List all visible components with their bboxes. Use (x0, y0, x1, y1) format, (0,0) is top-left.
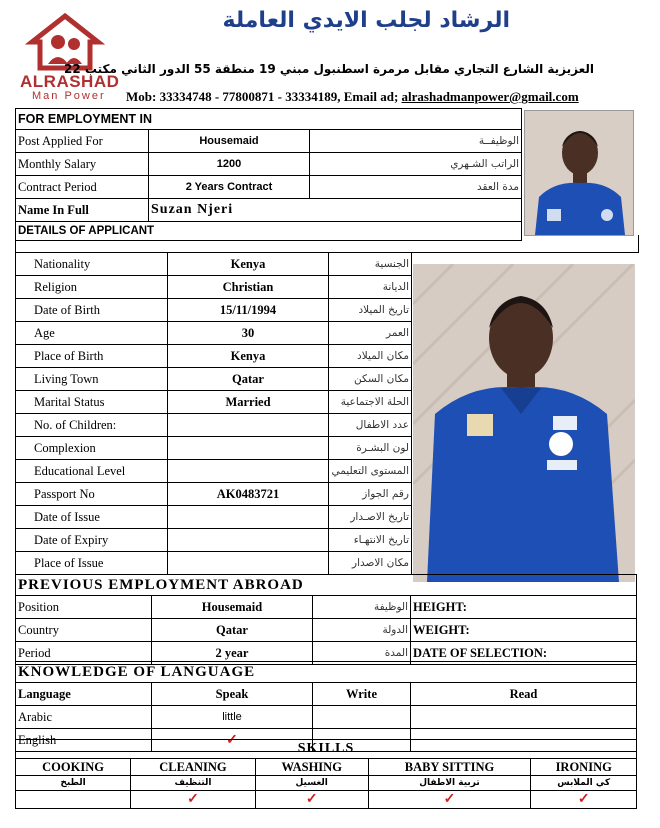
detail-label-ar: تاريخ الميلاد (329, 299, 412, 322)
prev-period-label: Period (16, 642, 152, 665)
detail-label-ar: المستوى التعليمي (329, 460, 412, 483)
english-speak-check-icon: ✓ (152, 729, 313, 752)
skill-name-ar: الطبخ (16, 776, 131, 791)
detail-row (16, 368, 412, 391)
skill-name: WASHING (255, 759, 368, 776)
detail-label: Place of Issue (16, 552, 168, 575)
company-address: العزيزية الشارع التجاري مقابل مرمرة اسطنبول مبني 19 منطقة 55 الدور الثاني مكتب 22 (64, 62, 594, 76)
detail-value: AK0483721 (168, 483, 329, 506)
company-title: الرشاد لجلب الايدي العاملة (222, 8, 510, 33)
skill-name-ar: الغسيل (255, 776, 368, 791)
detail-value: Kenya (168, 345, 329, 368)
detail-label: Passport No (16, 483, 168, 506)
detail-row (16, 414, 412, 437)
detail-value: Married (168, 391, 329, 414)
detail-row (16, 460, 412, 483)
detail-label: Religion (16, 276, 168, 299)
detail-label-ar: مكان السكن (329, 368, 412, 391)
logo-subtitle: Man Power (32, 90, 106, 102)
skill-check-icon: ✓ (255, 791, 368, 809)
col-read: Read (411, 683, 637, 706)
detail-value (168, 552, 329, 575)
prev-country-label: Country (16, 619, 152, 642)
contact-phones: Mob: 33334748 - 77800871 - 33334189, Email ad; (126, 89, 402, 104)
detail-label-ar: عدد الاطفال (329, 414, 412, 437)
detail-row (16, 437, 412, 460)
skill-check-icon: ✓ (368, 791, 531, 809)
detail-label: Date of Birth (16, 299, 168, 322)
detail-row (16, 253, 412, 276)
detail-label: Living Town (16, 368, 168, 391)
detail-label-ar: الحلة الاجتماعية (329, 391, 412, 414)
weight-label: WEIGHT: (411, 619, 637, 642)
lang-english: English (16, 729, 152, 752)
detail-label-ar: لون البشـرة (329, 437, 412, 460)
skill-name: BABY SITTING (368, 759, 531, 776)
contract-label: Contract Period (16, 176, 149, 199)
detail-label: Nationality (16, 253, 168, 276)
detail-label: Complexion (16, 437, 168, 460)
detail-value: Qatar (168, 368, 329, 391)
col-speak: Speak (152, 683, 313, 706)
skill-name: CLEANING (131, 759, 256, 776)
detail-row (16, 483, 412, 506)
prev-position-label: Position (16, 596, 152, 619)
detail-value: 15/11/1994 (168, 299, 329, 322)
detail-label: Date of Expiry (16, 529, 168, 552)
spacer-row (15, 235, 639, 253)
contact-line (126, 89, 579, 105)
detail-label-ar: تاريخ الانتهـاء (329, 529, 412, 552)
prev-position-ar: الوظيفة (313, 596, 411, 619)
name-label: Name In Full (16, 199, 149, 222)
detail-label-ar: تاريخ الاصـدار (329, 506, 412, 529)
arabic-speak: little (152, 706, 313, 729)
portrait-large-icon (413, 264, 635, 582)
applicant-photo-small (524, 110, 634, 236)
detail-row (16, 276, 412, 299)
date-of-selection-label: DATE OF SELECTION: (411, 642, 637, 665)
height-label: HEIGHT: (411, 596, 637, 619)
prev-position-value: Housemaid (152, 596, 313, 619)
detail-row (16, 322, 412, 345)
employment-table (15, 108, 522, 241)
prev-country-value: Qatar (152, 619, 313, 642)
salary-label-ar: الراتب الشـهري (310, 153, 522, 176)
detail-row (16, 391, 412, 414)
skill-name-ar: تربية الاطفال (368, 776, 531, 791)
skill-check-icon (16, 791, 131, 809)
prev-country-ar: الدولة (313, 619, 411, 642)
skill-name-ar: التنظيف (131, 776, 256, 791)
col-write: Write (313, 683, 411, 706)
skill-name-ar: كي الملابس (531, 776, 637, 791)
previous-employment-table (15, 574, 637, 665)
contract-label-ar: مدة العقد (310, 176, 522, 199)
company-logo (20, 12, 120, 104)
detail-row (16, 345, 412, 368)
previous-heading: PREVIOUS EMPLOYMENT ABROAD (16, 575, 637, 596)
post-label-ar: الوظيفــة (310, 130, 522, 153)
salary-value: 1200 (149, 153, 310, 176)
detail-value: Christian (168, 276, 329, 299)
post-value: Housemaid (149, 130, 310, 153)
prev-period-ar: المدة (313, 642, 411, 665)
detail-label: Marital Status (16, 391, 168, 414)
skills-table (15, 739, 637, 809)
skill-check-icon: ✓ (131, 791, 256, 809)
detail-label: No. of Children: (16, 414, 168, 437)
detail-row (16, 506, 412, 529)
skills-heading: SKILLS (16, 740, 637, 759)
detail-value (168, 529, 329, 552)
name-value: Suzan Njeri (149, 199, 522, 222)
post-label: Post Applied For (16, 130, 149, 153)
skill-name: COOKING (16, 759, 131, 776)
detail-label: Place of Birth (16, 345, 168, 368)
contact-email[interactable]: alrashadmanpower@gmail.com (401, 89, 579, 104)
detail-row (16, 299, 412, 322)
lang-arabic: Arabic (16, 706, 152, 729)
details-table (15, 252, 412, 575)
detail-label-ar: العمر (329, 322, 412, 345)
detail-label-ar: الديانة (329, 276, 412, 299)
detail-row (16, 552, 412, 575)
detail-label-ar: رقم الجواز (329, 483, 412, 506)
detail-value (168, 506, 329, 529)
detail-label: Date of Issue (16, 506, 168, 529)
skill-check-icon: ✓ (531, 791, 637, 809)
detail-label-ar: مكان الميلاد (329, 345, 412, 368)
detail-value (168, 460, 329, 483)
detail-row (16, 529, 412, 552)
detail-label: Educational Level (16, 460, 168, 483)
arabic-write (313, 706, 411, 729)
employment-heading: FOR EMPLOYMENT IN (16, 109, 522, 130)
detail-label-ar: مكان الاصدار (329, 552, 412, 575)
skill-name: IRONING (531, 759, 637, 776)
prev-period-value: 2 year (152, 642, 313, 665)
detail-value (168, 437, 329, 460)
language-heading: KNOWLEDGE OF LANGUAGE (16, 662, 637, 683)
salary-label: Monthly Salary (16, 153, 149, 176)
contract-value: 2 Years Contract (149, 176, 310, 199)
details-heading: DETAILS OF APPLICANT (16, 222, 522, 241)
detail-value: 30 (168, 322, 329, 345)
detail-value (168, 414, 329, 437)
detail-value: Kenya (168, 253, 329, 276)
applicant-photo-large (413, 264, 635, 582)
detail-label-ar: الجنسية (329, 253, 412, 276)
portrait-small-icon (525, 111, 633, 235)
col-language: Language (16, 683, 152, 706)
arabic-read (411, 706, 637, 729)
detail-label: Age (16, 322, 168, 345)
logo-name: ALRASHAD (20, 72, 120, 91)
